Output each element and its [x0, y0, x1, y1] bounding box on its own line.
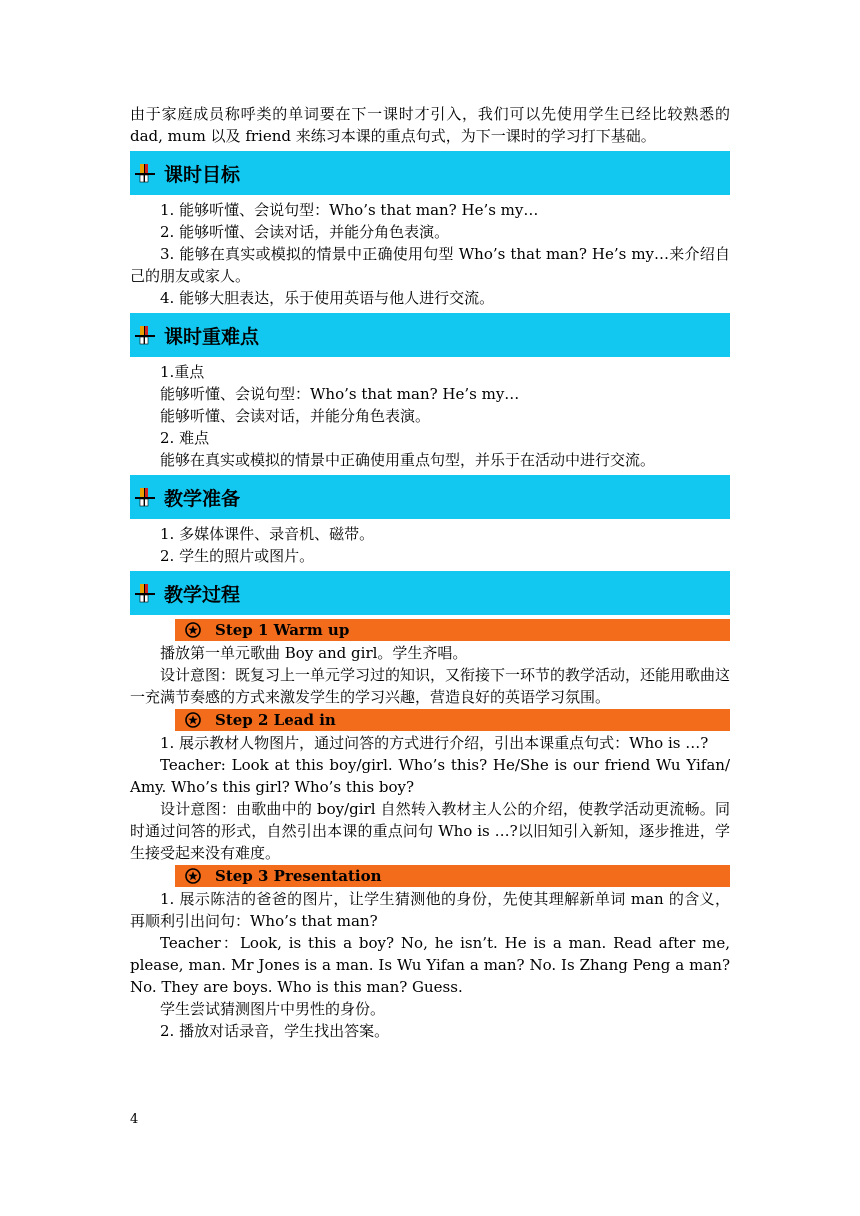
objective-item: 2. 能够听懂、会读对话，并能分角色表演。 [160, 223, 450, 241]
document-content [130, 103, 730, 1042]
keypoint-item: 能够听懂、会读对话，并能分角色表演。 [160, 407, 431, 425]
section-header-keypoints [130, 313, 730, 357]
step-paragraph: 1. 展示陈洁的爸爸的图片，让学生猜测他的身份，先使其理解新单词 man 的含义，再顺利引出问句：Who’s that man? [130, 890, 730, 930]
book-icon [134, 582, 156, 604]
book-icon [134, 486, 156, 508]
objective-item: 3. 能够在真实或模拟的情景中正确使用句型 Who’s that man? He’s my…来介绍自己的朋友或家人。 [130, 245, 730, 285]
star-circle-icon [185, 622, 201, 638]
section-header-process [130, 571, 730, 615]
step-title: Step 2 Lead in [215, 711, 336, 729]
book-icon [134, 324, 156, 346]
keypoint-item: 1.重点 [160, 363, 205, 381]
section-title: 课时目标 [164, 163, 241, 186]
keypoint-item: 能够听懂、会说句型：Who’s that man? He’s my… [160, 385, 520, 403]
section-title: 课时重难点 [164, 325, 260, 348]
step-paragraph: Teacher：Look, is this a boy? No, he isn’t. He is a man. Read after me, please, man. Mr Jones is a man. Is Wu Yifan a man? No. Is Zhang Peng a man? No. They are boys. Who is this man? Guess. [130, 934, 730, 996]
intro-paragraph: 由于家庭成员称呼类的单词要在下一课时才引入，我们可以先使用学生已经比较熟悉的 dad, mum 以及 friend 来练习本课的重点句式，为下一课时的学习打下基础。 [130, 105, 730, 145]
preparation-item: 2. 学生的照片或图片。 [160, 547, 315, 565]
step-paragraph: 播放第一单元歌曲 Boy and girl。学生齐唱。 [160, 644, 468, 662]
step-paragraph: Teacher: Look at this boy/girl. Who’s this? He/She is our friend Wu Yifan/ Amy. Who’s this girl? Who’s this boy? [130, 756, 730, 796]
preparation-item: 1. 多媒体课件、录音机、磁带。 [160, 525, 375, 543]
step-paragraph: 学生尝试猜测图片中男性的身份。 [160, 1000, 386, 1018]
section-title: 教学准备 [164, 487, 241, 510]
star-circle-icon [185, 868, 201, 884]
step-title: Step 3 Presentation [215, 867, 382, 885]
book-icon [134, 162, 156, 184]
step-paragraph: 1. 展示教材人物图片，通过问答的方式进行介绍，引出本课重点句式：Who is …? [160, 734, 709, 752]
step-header [175, 865, 730, 887]
step-title: Step 1 Warm up [215, 621, 350, 639]
step-paragraph: 2. 播放对话录音，学生找出答案。 [160, 1022, 390, 1040]
section-title: 教学过程 [164, 583, 241, 606]
step-paragraph: 设计意图：既复习上一单元学习过的知识，又衔接下一环节的教学活动，还能用歌曲这一充满节奏感的方式来激发学生的学习兴趣，营造良好的英语学习氛围。 [130, 666, 731, 706]
section-header-preparation [130, 475, 730, 519]
step-header [175, 709, 730, 731]
objective-item: 4. 能够大胆表达，乐于使用英语与他人进行交流。 [160, 289, 495, 307]
objective-item: 1. 能够听懂、会说句型：Who’s that man? He’s my… [160, 201, 539, 219]
step-paragraph: 设计意图：由歌曲中的 boy/girl 自然转入教材主人公的介绍，使教学活动更流畅。同时通过问答的形式，自然引出本课的重点问句 Who is …?以旧知引入新知，逐步推进，学生接受起来没有难度。 [130, 800, 730, 862]
keypoint-item: 2. 难点 [160, 429, 210, 447]
keypoint-item: 能够在真实或模拟的情景中正确使用重点句型，并乐于在活动中进行交流。 [160, 451, 656, 469]
star-circle-icon [185, 712, 201, 728]
step-header [175, 619, 730, 641]
page-number: 4 [130, 1112, 139, 1127]
section-header-objectives [130, 151, 730, 195]
